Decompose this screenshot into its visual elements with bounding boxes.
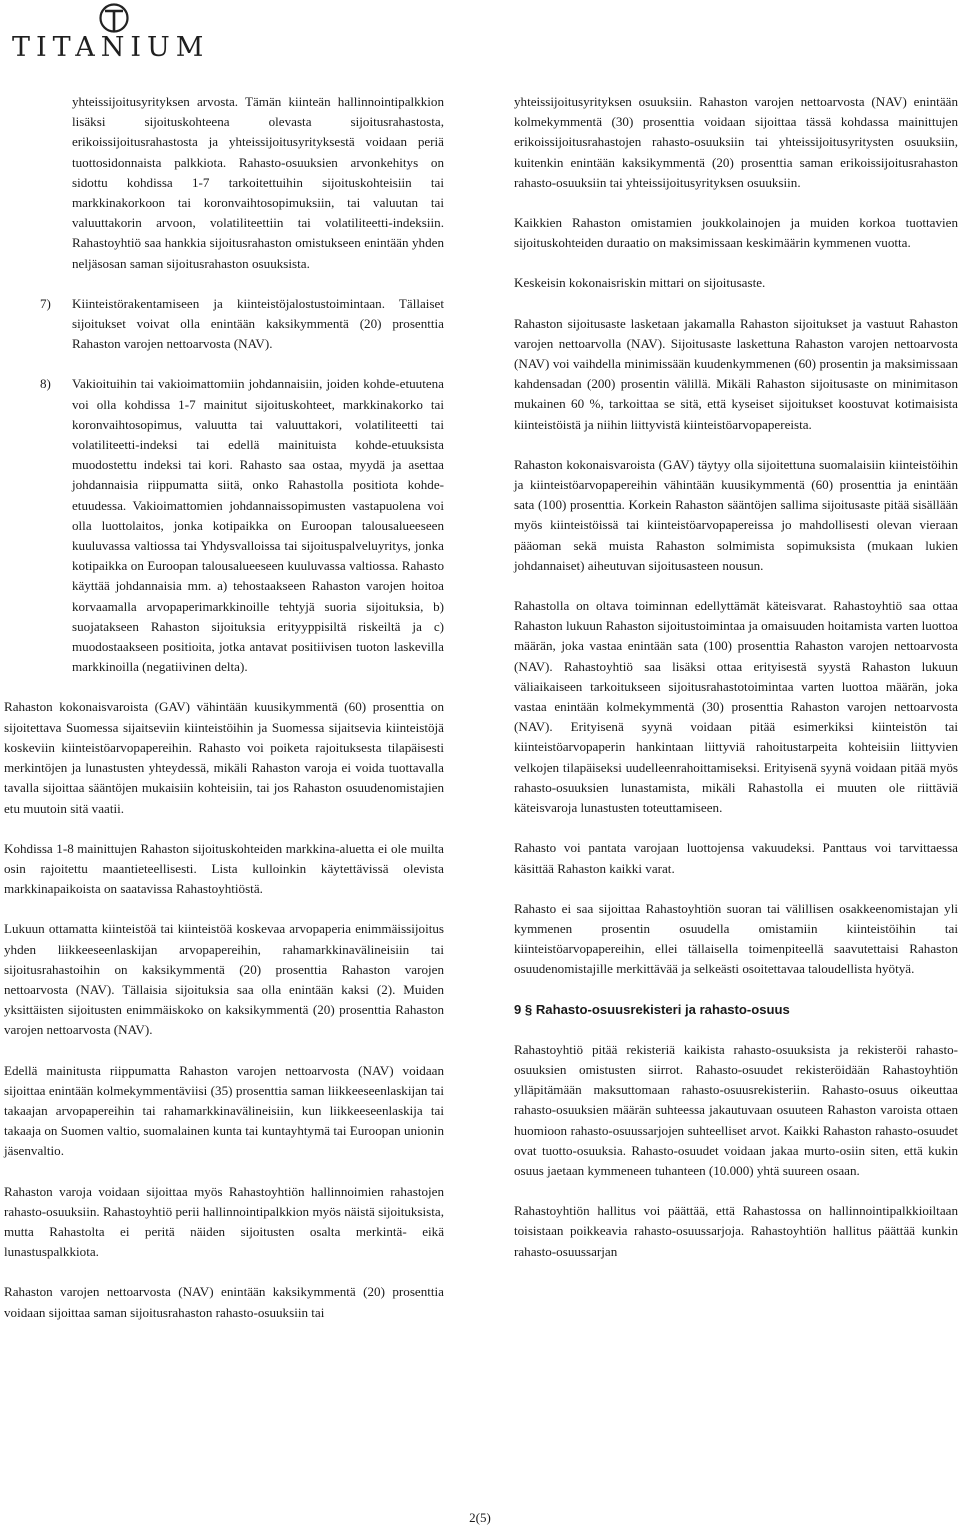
- logo-wordmark: TITANIUM: [12, 32, 210, 63]
- paragraph: Kohdissa 1-8 mainittujen Rahaston sijoituskohteiden markkina-aluetta ei ole muilta osin rajoitettu maantieteellisesti. Lista kulloinkin käytettävissä olevista markkinapaikoista on saatavissa Rahastoyhtiöstä.: [4, 840, 444, 897]
- paragraph: Keskeisin kokonaisriskin mittari on sijoitusaste.: [514, 275, 766, 291]
- section-heading: 9 § Rahasto-osuusrekisteri ja rahasto-osuus: [514, 1001, 790, 1017]
- paragraph: yhteissijoitusyrityksen osuuksiin. Rahaston varojen nettoarvosta (NAV) enintään kolmekymmentä (30) prosenttia voidaan sijoittaa tässä kohdassa mainittujen erikoissijoitusrahastojen rahasto-osuuksiin tai yhteissijoitusyritysten osuuksiin, kuitenkin enintään kaksikymmentä (20) prosenttia saman erikoissijoitusrahaston rahasto-osuuksiin tai yhteissijoitusyrityksen osuuksiin.: [514, 94, 958, 190]
- page-number: 2(5): [469, 1510, 491, 1525]
- paragraph: Kaikkien Rahaston omistamien joukkolainojen ja muiden korkoa tuottavien sijoituskohteiden duraatio on maksimissaan keskimäärin kymmenen vuotta.: [514, 215, 958, 251]
- paragraph: Lukuun ottamatta kiinteistöä tai kiinteistöä koskevaa arvopaperia enimmäissijoitus yhden liikkeeseenlaskijan arvopapereihin, rahamarkkinavälineisiin tai sijoitusrahastoihin on kaksikymmentä (20) prosenttia Rahaston varojen nettoarvosta (NAV). Tällaisia sijoituksia saa olla enintään kaksi (2). Muiden yksittäisten sijoitusten enimmäiskoko on kaksikymmentä (20) prosenttia Rahaston varojen nettoarvosta (NAV).: [4, 921, 444, 1038]
- list-item-8: [40, 374, 444, 677]
- paragraph: Rahaston kokonaisvaroista (GAV) vähintään kuusikymmentä (60) prosenttia on sijoitettava Suomessa sijaitseviin kiinteistöihin ja Suomessa sijaitsevia kiinteistöjä koskeviin kiinteistöarvopapereihin. Rahasto voi poiketa rajoituksesta tilapäisesti merkintöjen ja lunastusten yhteydessä, mikäli Rahaston varoja ei voida tuottavalla tavalla sijoittaa sääntöjen mukaisiin kohteisiin, tai jos Rahaston osuudenomistajien etu muutoin sitä vaatii.: [4, 699, 444, 816]
- paragraph: Rahaston sijoitusaste lasketaan jakamalla Rahaston sijoitukset ja vastuut Rahaston varojen nettoarvolla (NAV). Sijoitusaste laskettuna Rahaston varojen nettoarvosta (NAV) voi vaihdella minimissään kuudenkymmenen (60) prosentin ja maksimissaan kahdensadan (200) prosentin välillä. Mikäli Rahaston sijoitusaste on minimitason mukainen 60 %, tarkoittaa se sitä, että kyseiset sijoitukset koostuvat kotimaisista kiinteistöistä ja niihin liittyvistä kiinteistöarvopapereista.: [514, 315, 958, 432]
- list-item-text: Vakioituihin tai vakioimattomiin johdannaisiin, joiden kohde-etuutena voi olla kohdissa 1-7 mainitut sijoituskohteet, markkinakorko tai koronvaihtosopimus, valuutta tai valuuttakori, volatiliteetti tai volatiliteetti-indeksi tai edellä mainituista kohde-etuuksista muodostettu indeksi tai kori. Rahasto saa ostaa, myydä ja asettaa johdannaisia riippumatta siitä, onko Rahastolla positiota kohde-etuudessa. Vakioimattomien johdannaissopimusten vastapuolena voi olla luottolaitos, jonka kotipaikka on Euroopan talousalueeseen kuuluvassa valtiossa tai Yhdysvalloissa tai sijoituspalveluyritys, jonka kotipaikka on Euroopan talousalueeseen kuuluvassa valtiossa. Rahasto käyttää johdannaisia mm. a) tehostaakseen Rahaston varojen hoitoa korvaamalla arvopaperimarkkinoille tehtyjä suoria sijoituksia, b) suojatakseen Rahaston sijoituksia erityyppisiltä riskeiltä ja c) muodostaakseen positioita, jotka antavat positiivisen tuoton laskevilla markkinoilla (negatiivinen delta).: [72, 376, 444, 675]
- paragraph: Rahaston varojen nettoarvosta (NAV) enintään kaksikymmentä (20) prosenttia voidaan sijoittaa saman sijoitusrahaston rahasto-osuuksiin tai: [4, 1284, 444, 1320]
- paragraph: yhteissijoitusyrityksen arvosta. Tämän kiinteän hallinnointipalkkion lisäksi sijoituskohteena olevasta sijoitusrahastosta, erikoissijoitusrahastosta ja yhteissijoitusyrityksestä voidaan periä tuottosidonnaista palkkiota. Rahasto-osuuksien arvonkehitys on sidottu kohdissa 1-7 tarkoitettuihin sijoituskohteisiin tai markkinakorkoon tai koronvaihtosopimuksiin, tai valuutan tai valuuttakorin arvoon, volatiliteettiin tai volatiliteetti-indeksiin. Rahastoyhtiö saa hankkia sijoitusrahaston omistukseen enintään yhden neljäsosan saman sijoitusrahaston osuuksista.: [72, 94, 444, 271]
- list-item-number: 7): [40, 295, 51, 311]
- paragraph: Rahastoyhtiön hallitus voi päättää, että Rahastossa on hallinnointipalkkioiltaan toisistaan poikkeavia rahasto-osuussarjoja. Rahastoyhtiön hallitus päättää kunkin rahasto-osuussarjan: [514, 1203, 958, 1259]
- list-item-number: 8): [40, 376, 51, 392]
- titanium-logo-icon: [98, 2, 130, 34]
- paragraph: Rahaston kokonaisvaroista (GAV) täytyy olla sijoitettuna suomalaisiin kiinteistöihin ja kiinteistöarvopapereihin vähintään kuusikymmentä (60) prosenttia ja enintään sata (100) prosenttia. Korkein Rahaston sääntöjen sallima sijoitusaste pitää sisällään myös kiinteistöissä tai kiinteistöarvopapereissa jo mahdollisesti olevan vieraan pääoman sekä muista Rahaston solmimista sopimuksista (mukaan lukien johdannaiset) aiheutuvan sijoitusasteen nousun.: [514, 456, 958, 573]
- paragraph: Rahastoyhtiö pitää rekisteriä kaikista rahasto-osuuksista ja rekisteröi rahasto-osuuksien omistusten siirrot. Rahasto-osuudet rekisteröidään Rahastoyhtiön ylläpitämään maksuttomaan rahasto-osuusrekisteriin. Rahasto-osuus oikeuttaa rahasto-osuuksien määrän suhteessa jakautuvaan osuuteen Rahaston varoista ottaen huomioon rahasto-osuussarjojen suhteelliset arvot. Kaikki Rahaston rahasto-osuudet ovat tuotto-osuuksia. Rahasto-osuudet voidaan jakaa murto-osiin siten, että kukin osuus jaetaan kymmeneen tuhanteen (10.000) yhtä suureen osaan.: [514, 1041, 958, 1178]
- paragraph: Rahastolla on oltava toiminnan edellyttämät käteisvarat. Rahastoyhtiö saa ottaa Rahaston lukuun Rahaston sijoitustoimintaa ja omaisuuden hoitamista varten luottoa määrän, joka vastaa enintään sata (100) prosenttia Rahaston varojen nettoarvosta (NAV). Rahastoyhtiö saa lisäksi ottaa erityisestä syystä Rahaston lukuun väliaikaiseen tarkoitukseen sijoitusrahastotoimintaa varten luottoa määrän, joka vastaa enintään kolmekymmentä (30) prosenttia Rahaston varojen nettoarvosta (NAV). Erityisenä syynä voidaan pitää esimerkiksi kiinteistön tai kiinteistöarvopaperin hankintaan liittyviä rahoitustarpeita kohteisiin liittyvien velkojen tilapäiseksi uudelleenrahoittamiseksi. Erityisenä syynä voidaan pitää myös rahasto-osuuksien lunastamista, mikäli Rahastolla ei muuten ole riittäviä käteisvaroja lunastusten toteuttamiseen.: [514, 598, 958, 816]
- list-item-7: [40, 294, 444, 355]
- list-item-text: Kiinteistörakentamiseen ja kiinteistöjalostustoimintaan. Tällaiset sijoitukset voivat olla enintään kaksikymmentä (20) prosenttia Rahaston varojen nettoarvosta (NAV).: [72, 295, 444, 352]
- paragraph: Edellä mainitusta riippumatta Rahaston varojen nettoarvosta (NAV) voidaan sijoittaa enintään kolmekymmentäviisi (35) prosenttia saman liikkeeseenlaskijan tai takaajan arvopapereihin tai rahamarkkinavälineisiin, kun liikkeeseenlaskija tai takaaja on Suomen valtio, suomalainen kunta tai kuntayhtymä tai Euroopan unionin jäsenvaltio.: [4, 1062, 444, 1159]
- paragraph: Rahaston varoja voidaan sijoittaa myös Rahastoyhtiön hallinnoimien rahastojen rahasto-osuuksiin. Rahastoyhtiö perii hallinnointipalkkion myös näistä sijoituksista, mutta Rahastolta ei peritä näiden sijoitusten osalta merkintä- eikä lunastuspalkkiota.: [4, 1183, 444, 1260]
- right-column: [514, 92, 958, 1282]
- paragraph: Rahasto voi pantata varojaan luottojensa vakuudeksi. Panttaus voi tarvittaessa käsittää Rahaston kaikki varat.: [514, 840, 958, 876]
- paragraph: Rahasto ei saa sijoittaa Rahastoyhtiön suoran tai välillisen osakkeenomistajan yli kymmenen prosentin osuudella omistamiin kiinteistöihin tai kiinteistöarvopapereihin, ellei tällaisella toimenpiteellä saavutettaisi Rahaston osuudenomistajille merkittävää ja selkeästi osoitettavaa taloudellista hyötyä.: [514, 900, 958, 977]
- titanium-logo: [12, 2, 212, 63]
- left-column: [4, 92, 444, 1343]
